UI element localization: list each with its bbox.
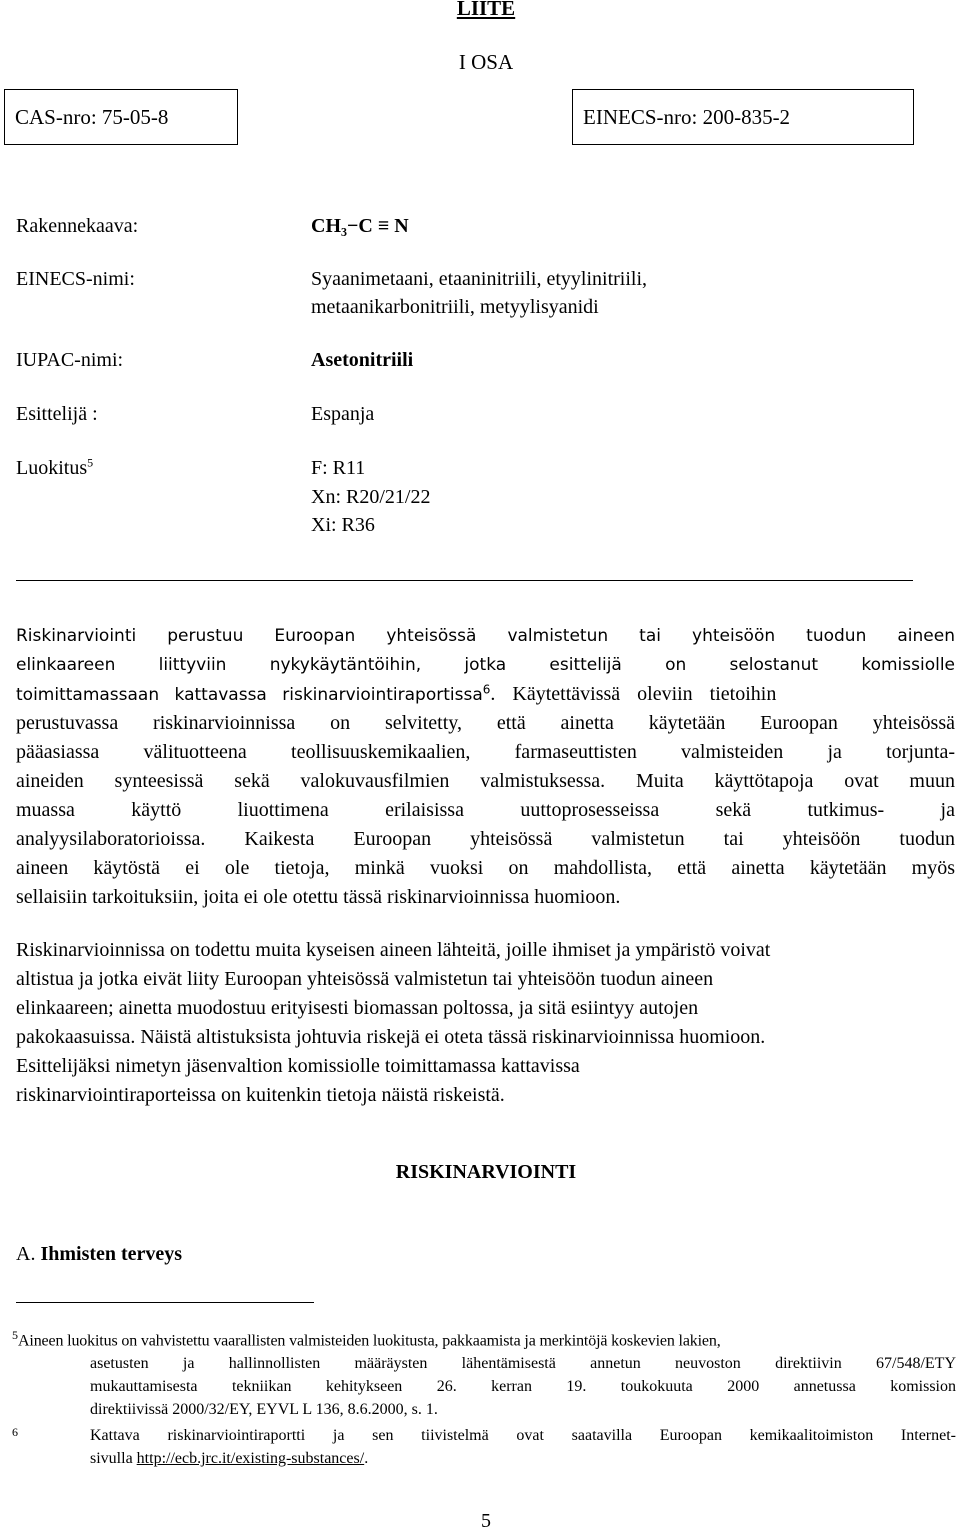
paragraph-1-line-text: . Käytettävissä oleviin tietoihin — [490, 683, 777, 705]
cas-number-box — [4, 89, 238, 145]
footnote-6-suffix: . — [364, 1450, 369, 1467]
paragraph-1-line: sellaisiin tarkoituksiin, joita ei ole otettu tässä riskinarvioinnissa huomioon. — [16, 886, 621, 908]
einecs-number: EINECS-nro: 200-835-2 — [583, 105, 791, 129]
paragraph-1-line-text: toimittamassaan kattavassa riskinarviointiraportissa — [16, 685, 483, 705]
footnote-5-line2: asetusten ja hallinnollisten määräysten lähentämisestä annetun neuvoston direktiivin 67/548/ETY — [90, 1355, 956, 1373]
paragraph-1-line: pääasiassa välituotteena teollisuuskemikaalien, farmaseuttisten valmisteiden ja torjunta- — [16, 741, 955, 763]
einecs-name-line2: metaanikarbonitriili, metyylisyanidi — [311, 296, 599, 318]
structural-formula: CH₃−C ≡ N — [311, 215, 409, 237]
paragraph-1-continued — [16, 709, 955, 912]
footnote-5-line3: mukauttamisesta tekniikan kehitykseen 26. kerran 19. toukokuuta 2000 annetussa komission — [90, 1378, 956, 1396]
rapporteur-value: Espanja — [311, 403, 375, 425]
footnote-6-line1: Kattava riskinarviointiraportti ja sen tiivistelmä ovat saatavilla Euroopan kemikaalitoimiston Internet- — [90, 1427, 956, 1444]
footnote-6-line2 — [90, 1447, 956, 1470]
footnote-6 — [90, 1424, 956, 1470]
subsection-prefix: A. — [16, 1243, 36, 1265]
paragraph-2-line: Esittelijäksi nimetyn jäsenvaltion komissiolle toimittamassa kattavissa — [16, 1055, 580, 1077]
paragraph-1-line: analyysilaboratorioissa. Kaikesta Euroopan yhteisössä valmistetun tai yhteisöön tuodun — [16, 828, 955, 850]
paragraph-2-line: pakokaasuissa. Näistä altistuksista johtuvia riskejä ei oteta tässä riskinarvioinnissa huomioon. — [16, 1026, 766, 1048]
footnote-6-mark: 6 — [12, 1425, 18, 1439]
einecs-name-label: EINECS-nimi: — [16, 268, 135, 290]
part-title: I OSA — [458, 50, 514, 74]
paragraph-2-line: altistua ja jotka eivät liity Euroopan yhteisössä valmistetun tai yhteisöön tuodun aineen — [16, 968, 714, 990]
einecs-name-line1: Syaanimetaani, etaaninitriili, etyylinitriili, — [311, 268, 648, 290]
classification-r11: F: R11 — [311, 457, 366, 479]
paragraph-1-line: perustuvassa riskinarvioinnissa on selvitetty, että ainetta käytetään Euroopan yhteisössä — [16, 712, 955, 734]
paragraph-2-line: Riskinarvioinnissa on todettu muita kyseisen aineen lähteitä, joille ihmiset ja ympäristö voivat — [16, 939, 771, 961]
classification-label — [16, 457, 93, 480]
classification-label-text: Luokitus — [16, 457, 88, 479]
iupac-name: Asetonitriili — [311, 349, 414, 371]
footnote-6-mark-box — [12, 1420, 18, 1444]
classification-r36: Xi: R36 — [311, 514, 375, 536]
footnote-ref-5[interactable]: 5 — [87, 455, 94, 470]
cas-number: CAS-nro: 75-05-8 — [15, 105, 169, 129]
footnote-ref-6[interactable]: 6 — [482, 682, 491, 697]
rapporteur-label: Esittelijä : — [16, 403, 98, 425]
footnote-5-text: Aineen luokitus on vahvistettu vaarallisten valmisteiden luokitusta, pakkaamista ja merkintöjä koskevien lakien, — [18, 1332, 721, 1350]
classification-r20-21-22: Xn: R20/21/22 — [311, 486, 431, 508]
paragraph-1-line: elinkaareen liittyviin nykykäytäntöihin, jotka esittelijä on selostanut komissiolle — [16, 655, 955, 675]
footnote-separator — [16, 1302, 314, 1303]
footnote-5-line4: direktiivissä 2000/32/EY, EYVL L 136, 8.6.2000, s. 1. — [90, 1401, 438, 1419]
page-number: 5 — [481, 1510, 491, 1532]
separator-line — [16, 580, 913, 581]
annex-title: LIITE — [456, 0, 516, 20]
paragraph-2 — [16, 936, 955, 1110]
paragraph-1 — [16, 622, 955, 709]
paragraph-1-line: aineiden synteesissä sekä valokuvausfilmien valmistuksessa. Muita käyttötapoja ovat muun — [16, 770, 955, 792]
paragraph-2-line: riskinarviointiraporteissa on kuitenkin tietoja näistä riskeistä. — [16, 1084, 505, 1106]
paragraph-1-line: Riskinarviointi perustuu Euroopan yhteisössä valmistetun tai yhteisöön tuodun aineen — [16, 626, 955, 646]
paragraph-1-line: aineen käytöstä ei ole tietoja, minkä vuoksi on mahdollista, että ainetta käytetään myös — [16, 857, 955, 879]
structural-formula-label: Rakennekaava: — [16, 215, 139, 237]
einecs-number-box — [572, 89, 914, 145]
subsection-heading — [16, 1243, 182, 1266]
ecb-link[interactable]: http://ecb.jrc.it/existing-substances/ — [136, 1450, 365, 1467]
footnote-6-prefix: sivulla — [90, 1450, 133, 1467]
footnote-5-mark: 5 — [12, 1328, 18, 1342]
subsection-title: Ihmisten terveys — [40, 1243, 183, 1265]
paragraph-1-line — [16, 680, 955, 709]
paragraph-2-line: elinkaareen; ainetta muodostuu erityisesti biomassan poltossa, ja sitä esiintyy autojen — [16, 997, 699, 1019]
iupac-name-label: IUPAC-nimi: — [16, 349, 124, 371]
section-heading: RISKINARVIOINTI — [395, 1161, 577, 1183]
footnote-5 — [12, 1324, 956, 1421]
paragraph-1-line: muassa käyttö liuottimena erilaisissa uuttoprosesseissa sekä tutkimus- ja — [16, 799, 955, 821]
